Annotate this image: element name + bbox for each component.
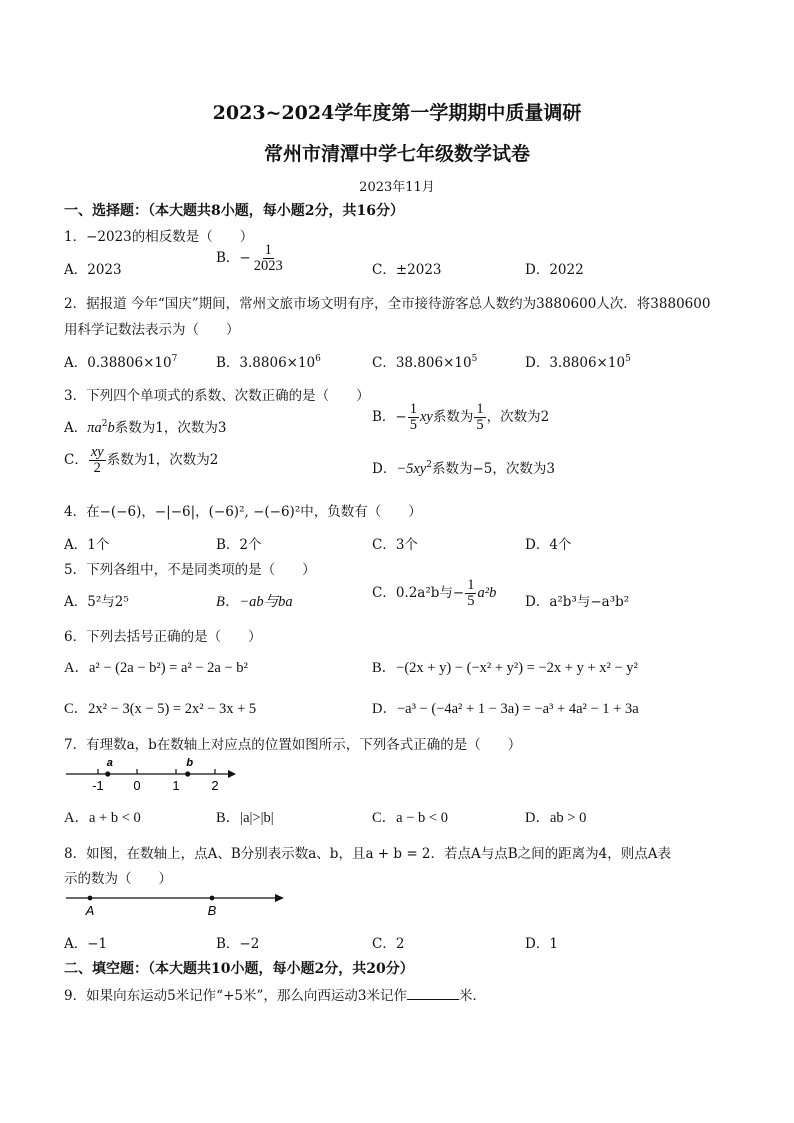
q3-option-b-num: 1 xyxy=(409,401,417,417)
question-1-stem: 1．−2023的相反数是（ ） xyxy=(64,229,254,245)
q7-point-a xyxy=(105,771,110,776)
q1-option-a: A．2023 xyxy=(64,262,122,278)
q3-option-c-den: 2 xyxy=(93,460,101,477)
exam-title-line2: 常州市清潭中学七年级数学试卷 xyxy=(263,143,530,165)
q7-option-c: C．a − b < 0 xyxy=(372,810,448,826)
q7-point-b-label: b xyxy=(186,757,194,769)
q3-option-d-exp: 2 xyxy=(426,460,432,470)
q4-option-a: A．1个 xyxy=(64,537,110,553)
q8-point-b-label: B xyxy=(207,903,217,918)
q8-point-a-label: A xyxy=(85,903,95,918)
question-9-text: 9．如果向东运动5米记作“+5米”，那么向西运动3米记作 xyxy=(64,988,407,1004)
q5-option-c-num: 1 xyxy=(467,577,475,593)
q3-option-d-label: D． xyxy=(372,461,397,477)
question-9 xyxy=(64,984,486,1004)
q3-option-a-text: 系数为1，次数为3 xyxy=(114,420,227,436)
question-5-stem: 5．下列各组中，不是同类项的是（ ） xyxy=(64,562,316,578)
q7-option-b: B．|a|>|b| xyxy=(216,810,274,826)
q6-option-b: B．−(2x + y) − (−x² + y²) = −2x + y + x² − y² xyxy=(372,660,638,676)
q7-point-b xyxy=(185,771,190,776)
q2-option-a-exp: 7 xyxy=(171,354,178,364)
q2-option-a xyxy=(64,351,177,371)
q1-option-d: D．2022 xyxy=(525,262,584,278)
q8-point-a xyxy=(88,896,93,901)
q4-option-c: C．3个 xyxy=(372,537,418,553)
q5-option-c-post: a²b xyxy=(477,585,497,602)
q3-option-a xyxy=(64,416,226,437)
q7-number-line xyxy=(60,752,250,794)
q3-option-b-label: B．− xyxy=(372,409,407,426)
q8-option-a: A．−1 xyxy=(64,936,108,952)
q1-option-b xyxy=(216,243,286,274)
q2-option-d-exp: 5 xyxy=(625,354,631,364)
q7-tick-label: 0 xyxy=(133,778,141,793)
q5-option-a: A．5²与2⁵ xyxy=(64,594,129,610)
q3-option-c xyxy=(64,445,218,476)
q8-option-b: B．−2 xyxy=(216,936,260,952)
q1-option-c: C．±2023 xyxy=(372,262,442,278)
q5-option-c-den: 5 xyxy=(467,593,475,610)
q3-option-a-label: A． xyxy=(64,420,88,436)
q2-option-b-text: B．3.8806×10 xyxy=(216,355,316,371)
question-8-line1: 8．如图，在数轴上，点A、B分别表示数a、b，且a + b = 2．若点A与点B之间的距离为4，则点A表 xyxy=(64,846,672,862)
q7-point-a-label: a xyxy=(106,757,113,769)
q1-option-b-label: B．− xyxy=(216,250,251,267)
q6-option-d: D．−a³ − (−4a² + 1 − 3a) = −a³ + 4a² − 1 + 3a xyxy=(372,701,639,717)
q3-option-c-label: C． xyxy=(64,452,88,469)
exam-date: 2023年11月 xyxy=(359,180,435,195)
q3-option-b xyxy=(372,402,549,433)
q1-option-b-numerator: 1 xyxy=(264,242,272,258)
section-title-fill-in: 二、填空题：（本大题共10小题，每小题2分，共20分） xyxy=(64,961,414,977)
q6-option-c: C．2x² − 3(x − 5) = 2x² − 3x + 5 xyxy=(64,701,257,717)
q2-option-d xyxy=(525,351,631,371)
question-3-stem: 3．下列四个单项式的系数、次数正确的是（ ） xyxy=(64,388,370,404)
q3-option-b-text1: 系数为 xyxy=(432,409,474,426)
question-2-line1: 2．据报道 今年“国庆”期间，常州文旅市场文明有序，全市接待游客总人数约为3880600人次．将3880600 xyxy=(64,296,711,312)
question-6-stem: 6．下列去括号正确的是（ ） xyxy=(64,629,262,645)
q5-option-c-pre: C．0.2a²b与− xyxy=(372,585,465,602)
q7-option-a: A．a + b < 0 xyxy=(64,810,141,826)
q7-tick-label: -1 xyxy=(92,778,104,793)
q8-option-c: C．2 xyxy=(372,936,405,952)
q4-option-b: B．2个 xyxy=(216,537,262,553)
answer-blank[interactable] xyxy=(407,987,459,1000)
q2-option-c-exp: 5 xyxy=(471,354,478,364)
q3-option-a-expr: πa xyxy=(87,420,102,436)
question-4-stem: 4．在−(−6)，−|−6|，(−6)², −(−6)²中，负数有（ ） xyxy=(64,504,422,520)
q6-option-a: A．a² − (2a − b²) = a² − 2a − b² xyxy=(64,660,248,676)
q5-option-c xyxy=(372,578,496,609)
exam-title-line1: 2023~2024学年度第一学期期中质量调研 xyxy=(212,102,582,124)
question-7-stem: 7．有理数a，b在数轴上对应点的位置如图所示，下列各式正确的是（ ） xyxy=(64,737,522,753)
q3-option-a-exp: 2 xyxy=(101,419,108,429)
q3-option-b-den2: 5 xyxy=(476,417,484,434)
q7-tick-label: 1 xyxy=(172,778,180,793)
q2-option-c-text: C．38.806×10 xyxy=(372,355,472,371)
q3-option-b-var: xy xyxy=(419,409,433,426)
question-8-line2: 示的数为（ ） xyxy=(64,871,172,887)
q2-option-a-text: A．0.38806×10 xyxy=(64,355,172,371)
question-9-suffix: 米． xyxy=(458,988,486,1004)
q3-option-a-var: b xyxy=(107,420,115,436)
q4-option-d: D．4个 xyxy=(525,537,572,553)
q3-option-d xyxy=(372,457,555,478)
q3-option-c-text: 系数为1，次数为2 xyxy=(106,452,219,469)
q3-option-b-text2: ，次数为2 xyxy=(486,409,550,426)
q8-point-b xyxy=(210,896,215,901)
q7-tick-label: 2 xyxy=(211,778,219,793)
q2-option-c xyxy=(372,351,477,371)
q7-option-d: D．ab > 0 xyxy=(525,810,587,826)
q8-option-d: D．1 xyxy=(525,936,558,952)
q3-option-b-den: 5 xyxy=(409,417,417,434)
q2-option-b xyxy=(216,351,321,371)
q8-axis-arrow-icon xyxy=(275,894,284,902)
question-2-line2: 用科学记数法表示为（ ） xyxy=(64,322,240,338)
q7-axis-arrow-icon xyxy=(228,770,236,778)
q1-option-b-denominator: 2023 xyxy=(253,258,283,275)
section-title-choice: 一、选择题：（本大题共8小题，每小题2分，共16分） xyxy=(64,203,404,219)
q2-option-d-text: D．3.8806×10 xyxy=(525,355,626,371)
q8-number-line xyxy=(60,888,290,920)
q3-option-d-text: 系数为−5，次数为3 xyxy=(431,461,555,477)
q3-option-b-num2: 1 xyxy=(476,401,484,417)
q5-option-b: B．−ab与ba xyxy=(216,594,293,610)
q3-option-d-expr: −5xy xyxy=(396,461,427,477)
q5-option-d: D．a²b³与−a³b² xyxy=(525,594,630,610)
q3-option-c-num: xy xyxy=(90,444,104,460)
q2-option-b-exp: 6 xyxy=(315,354,321,364)
